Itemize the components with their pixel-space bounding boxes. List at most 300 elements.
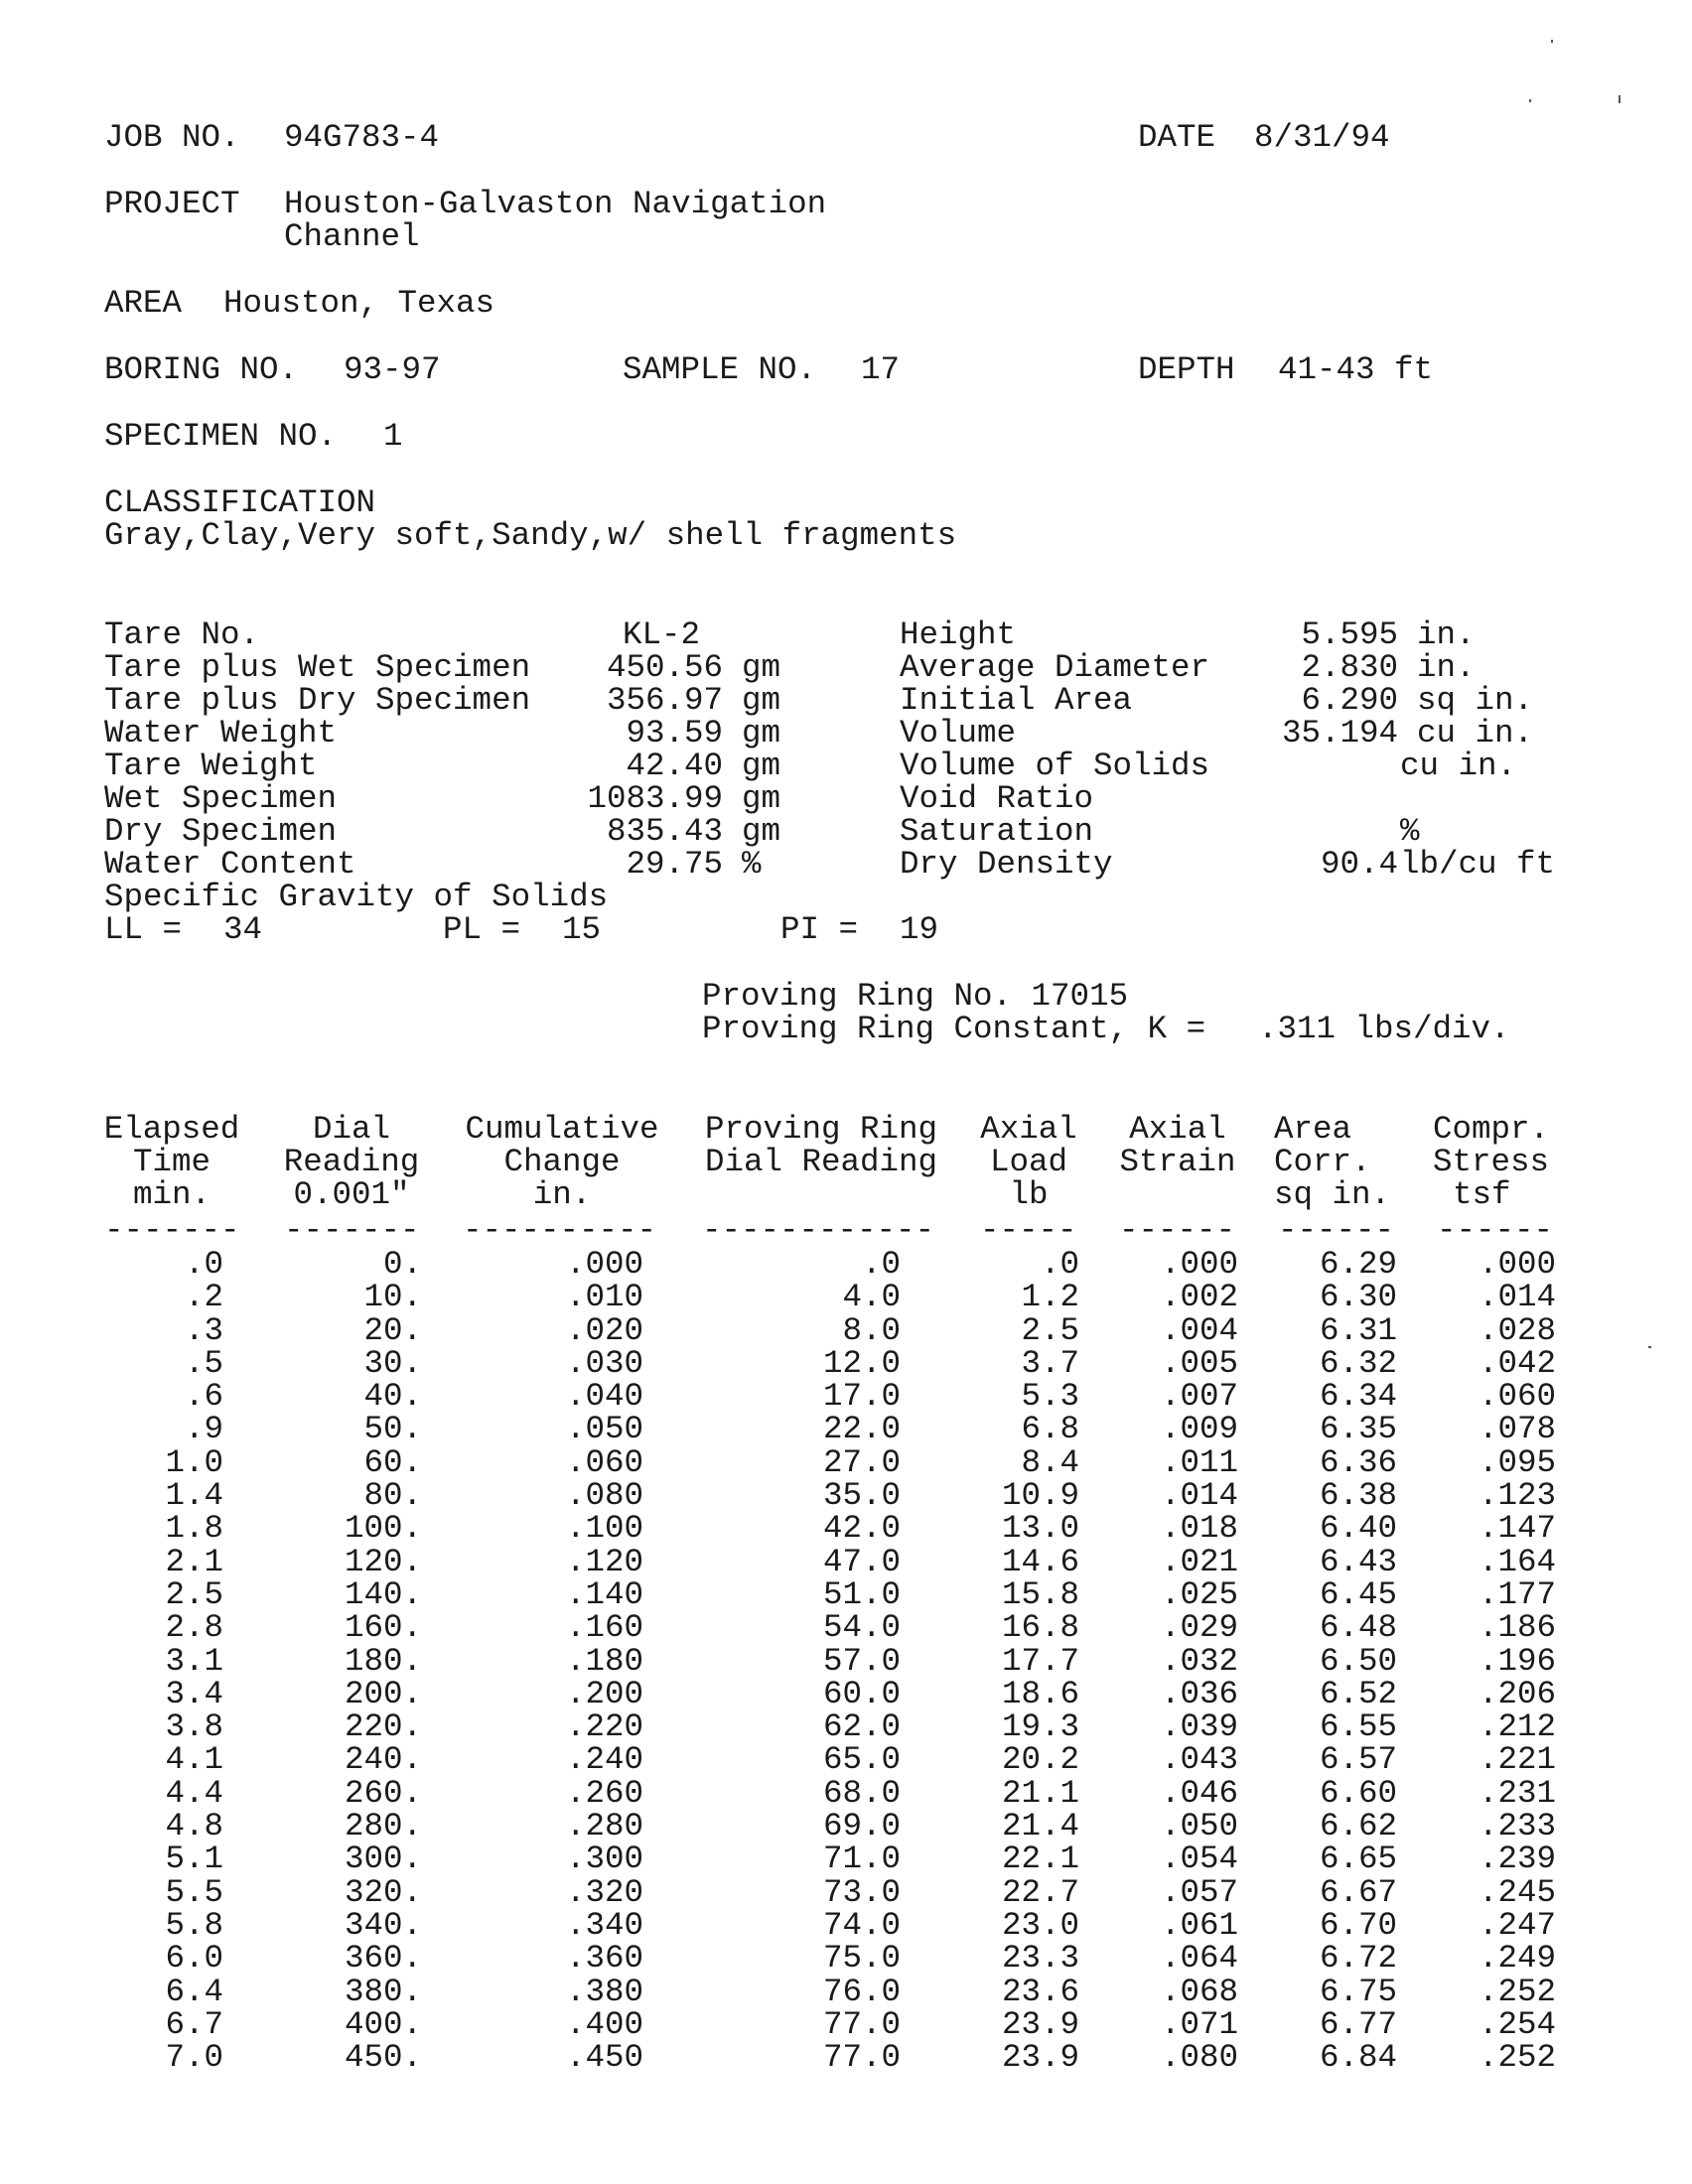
table-cell: 4.8 bbox=[165, 1808, 223, 1845]
table-cell: 8.0 bbox=[842, 1311, 901, 1349]
table-cell: .245 bbox=[1478, 1873, 1556, 1911]
specific-gravity-label: Specific Gravity of Solids bbox=[104, 879, 609, 915]
table-cell: .050 bbox=[565, 1411, 643, 1448]
table-cell: .080 bbox=[1160, 2039, 1238, 2077]
prop-label: Tare plus Wet Specimen bbox=[104, 649, 531, 686]
table-cell: 6.7 bbox=[165, 2005, 223, 2043]
prop-value: 93.59 bbox=[626, 715, 723, 751]
table-cell: .000 bbox=[1160, 1246, 1238, 1283]
separator: ------ bbox=[1278, 1212, 1395, 1249]
table-cell: .064 bbox=[1160, 1940, 1238, 1978]
pi-value: 19 bbox=[900, 911, 939, 948]
prop-value: KL-2 bbox=[623, 616, 701, 653]
prop-value: 29.75 bbox=[626, 846, 723, 883]
table-cell: 21.1 bbox=[1001, 1774, 1079, 1812]
table-cell: 6.32 bbox=[1319, 1344, 1397, 1382]
prop-label: Height bbox=[900, 616, 1017, 653]
pl-label: PL = bbox=[443, 911, 521, 948]
table-cell: 180. bbox=[344, 1642, 422, 1680]
prop-label: Tare Weight bbox=[104, 748, 318, 784]
table-cell: .042 bbox=[1478, 1344, 1556, 1382]
table-cell: 120. bbox=[344, 1543, 422, 1580]
header-cell: Strain bbox=[1119, 1144, 1236, 1180]
table-cell: .233 bbox=[1478, 1808, 1556, 1845]
table-cell: 23.9 bbox=[1001, 2005, 1079, 2043]
prop-value: 5.595 bbox=[1301, 616, 1398, 653]
table-cell: 6.67 bbox=[1319, 1873, 1397, 1911]
table-cell: .029 bbox=[1160, 1609, 1238, 1647]
table-cell: 35.0 bbox=[822, 1477, 901, 1515]
table-row bbox=[0, 1973, 1692, 2010]
table-cell: 100. bbox=[344, 1510, 422, 1548]
specimen-label: SPECIMEN NO. bbox=[104, 418, 338, 455]
header-cell: Axial bbox=[980, 1111, 1077, 1148]
area-label: AREA bbox=[104, 285, 183, 322]
header-cell: Corr. bbox=[1274, 1144, 1371, 1180]
table-cell: .196 bbox=[1478, 1642, 1556, 1680]
table-cell: 18.6 bbox=[1001, 1675, 1079, 1712]
table-cell: 6.36 bbox=[1319, 1443, 1397, 1481]
table-row bbox=[0, 1841, 1692, 1878]
table-cell: .071 bbox=[1160, 2005, 1238, 2043]
prop-value: 356.97 bbox=[606, 682, 723, 719]
table-cell: .252 bbox=[1478, 1973, 1556, 2010]
table-cell: 4.1 bbox=[165, 1741, 223, 1779]
table-cell: .100 bbox=[565, 1510, 643, 1548]
table-cell: 4.0 bbox=[842, 1279, 901, 1316]
prop-label: Volume bbox=[900, 715, 1017, 751]
table-cell: 12.0 bbox=[822, 1344, 901, 1382]
table-cell: 71.0 bbox=[822, 1841, 901, 1878]
table-cell: 2.8 bbox=[165, 1609, 223, 1647]
table-cell: 6.62 bbox=[1319, 1808, 1397, 1845]
table-cell: 6.40 bbox=[1319, 1510, 1397, 1548]
separator: ---------- bbox=[463, 1212, 657, 1249]
header-cell: Load bbox=[989, 1144, 1067, 1180]
table-cell: 6.34 bbox=[1319, 1378, 1397, 1416]
table-cell: .005 bbox=[1160, 1344, 1238, 1382]
table-cell: 340. bbox=[344, 1906, 422, 1944]
table-cell: 6.52 bbox=[1319, 1675, 1397, 1712]
classification-value: Gray,Clay,Very soft,Sandy,w/ shell fragments bbox=[104, 517, 957, 554]
table-cell: 240. bbox=[344, 1741, 422, 1779]
table-cell: 80. bbox=[363, 1477, 422, 1515]
prop-label: Water Weight bbox=[104, 715, 338, 751]
data-table bbox=[0, 1246, 1692, 2077]
table-cell: 6.75 bbox=[1319, 1973, 1397, 2010]
specimen-number: 1 bbox=[383, 418, 403, 455]
table-cell: 6.29 bbox=[1319, 1246, 1397, 1283]
prop-unit: sq in. bbox=[1417, 682, 1534, 719]
table-cell: 6.77 bbox=[1319, 2005, 1397, 2043]
table-row bbox=[0, 1477, 1692, 1515]
table-cell: 68.0 bbox=[822, 1774, 901, 1812]
table-cell: 300. bbox=[344, 1841, 422, 1878]
table-cell: .186 bbox=[1478, 1609, 1556, 1647]
proving-ring-constant-label: Proving Ring Constant, K = bbox=[702, 1011, 1206, 1047]
table-cell: .2 bbox=[184, 1279, 223, 1316]
prop-label: Tare plus Dry Specimen bbox=[104, 682, 531, 719]
table-cell: .025 bbox=[1160, 1575, 1238, 1613]
table-cell: 3.7 bbox=[1021, 1344, 1079, 1382]
table-row bbox=[0, 1741, 1692, 1779]
table-cell: .011 bbox=[1160, 1443, 1238, 1481]
table-cell: 77.0 bbox=[822, 2005, 901, 2043]
job-number: 94G783-4 bbox=[284, 119, 440, 156]
table-cell: 77.0 bbox=[822, 2039, 901, 2077]
table-cell: 1.4 bbox=[165, 1477, 223, 1515]
table-cell: 6.55 bbox=[1319, 1708, 1397, 1746]
prop-unit: gm bbox=[742, 682, 781, 719]
table-row bbox=[0, 1940, 1692, 1978]
table-cell: 47.0 bbox=[822, 1543, 901, 1580]
depth-label: DEPTH bbox=[1138, 351, 1235, 388]
table-cell: 60.0 bbox=[822, 1675, 901, 1712]
table-cell: 23.9 bbox=[1001, 2039, 1079, 2077]
table-cell: .200 bbox=[565, 1675, 643, 1712]
project-name-line2: Channel bbox=[284, 218, 420, 255]
table-cell: 3.1 bbox=[165, 1642, 223, 1680]
table-row bbox=[0, 1575, 1692, 1613]
table-cell: 60. bbox=[363, 1443, 422, 1481]
table-row bbox=[0, 1873, 1692, 1911]
table-row bbox=[0, 1609, 1692, 1647]
separator: ----- bbox=[980, 1212, 1077, 1249]
table-cell: .018 bbox=[1160, 1510, 1238, 1548]
date-label: DATE bbox=[1138, 119, 1216, 156]
ll-value: 34 bbox=[223, 911, 263, 948]
prop-value: 90.4 bbox=[1320, 846, 1398, 883]
table-row bbox=[0, 1311, 1692, 1349]
pi-label: PI = bbox=[780, 911, 859, 948]
table-row bbox=[0, 1906, 1692, 1944]
scan-speck bbox=[1551, 40, 1553, 43]
table-cell: 2.5 bbox=[1021, 1311, 1079, 1349]
table-cell: .260 bbox=[565, 1774, 643, 1812]
scan-speck bbox=[1648, 1346, 1651, 1348]
proving-ring-constant-value: .311 lbs/div. bbox=[1258, 1011, 1510, 1047]
table-cell: 40. bbox=[363, 1378, 422, 1416]
table-cell: .5 bbox=[184, 1344, 223, 1382]
prop-unit: % bbox=[1400, 813, 1420, 850]
table-cell: 54.0 bbox=[822, 1609, 901, 1647]
table-row bbox=[0, 1279, 1692, 1316]
proving-ring-number: Proving Ring No. 17015 bbox=[702, 978, 1129, 1015]
prop-value: 35.194 bbox=[1281, 715, 1398, 751]
table-cell: 6.84 bbox=[1319, 2039, 1397, 2077]
table-cell: 6.50 bbox=[1319, 1642, 1397, 1680]
sample-label: SAMPLE NO. bbox=[623, 351, 817, 388]
table-cell: 2.5 bbox=[165, 1575, 223, 1613]
separator: ------- bbox=[284, 1212, 420, 1249]
table-cell: .039 bbox=[1160, 1708, 1238, 1746]
sample-number: 17 bbox=[861, 351, 901, 388]
header-cell: Time bbox=[132, 1144, 211, 1180]
area-value: Houston, Texas bbox=[223, 285, 495, 322]
table-cell: 6.8 bbox=[1021, 1411, 1079, 1448]
table-cell: .068 bbox=[1160, 1973, 1238, 2010]
table-cell: 400. bbox=[344, 2005, 422, 2043]
table-cell: 76.0 bbox=[822, 1973, 901, 2010]
table-cell: 6.65 bbox=[1319, 1841, 1397, 1878]
prop-value: 6.290 bbox=[1301, 682, 1398, 719]
table-cell: 6.35 bbox=[1319, 1411, 1397, 1448]
table-cell: .095 bbox=[1478, 1443, 1556, 1481]
table-cell: 5.3 bbox=[1021, 1378, 1079, 1416]
table-cell: .220 bbox=[565, 1708, 643, 1746]
table-cell: 22.7 bbox=[1001, 1873, 1079, 1911]
prop-label: Initial Area bbox=[900, 682, 1133, 719]
header-cell: tsf bbox=[1453, 1176, 1511, 1213]
prop-label: Average Diameter bbox=[900, 649, 1210, 686]
depth-value: 41-43 ft bbox=[1278, 351, 1434, 388]
table-cell: 15.8 bbox=[1001, 1575, 1079, 1613]
table-cell: 1.0 bbox=[165, 1443, 223, 1481]
table-cell: 200. bbox=[344, 1675, 422, 1712]
table-cell: .164 bbox=[1478, 1543, 1556, 1580]
table-cell: .254 bbox=[1478, 2005, 1556, 2043]
boring-label: BORING NO. bbox=[104, 351, 299, 388]
table-cell: .060 bbox=[1478, 1378, 1556, 1416]
header-cell: lb bbox=[1009, 1176, 1049, 1213]
header-cell: Axial bbox=[1129, 1111, 1226, 1148]
table-cell: 62.0 bbox=[822, 1708, 901, 1746]
table-cell: 50. bbox=[363, 1411, 422, 1448]
scan-speck bbox=[1529, 99, 1531, 102]
table-cell: .002 bbox=[1160, 1279, 1238, 1316]
table-cell: .036 bbox=[1160, 1675, 1238, 1712]
table-cell: .0 bbox=[184, 1246, 223, 1283]
table-cell: .014 bbox=[1160, 1477, 1238, 1515]
header-cell: Proving Ring bbox=[704, 1111, 938, 1148]
table-cell: 20.2 bbox=[1001, 1741, 1079, 1779]
table-cell: .231 bbox=[1478, 1774, 1556, 1812]
table-row bbox=[0, 1411, 1692, 1448]
table-row bbox=[0, 1344, 1692, 1382]
table-cell: .120 bbox=[565, 1543, 643, 1580]
table-cell: 360. bbox=[344, 1940, 422, 1978]
job-label: JOB NO. bbox=[104, 119, 240, 156]
header-cell: sq in. bbox=[1274, 1176, 1391, 1213]
table-cell: 23.0 bbox=[1001, 1906, 1079, 1944]
table-cell: .400 bbox=[565, 2005, 643, 2043]
table-cell: 73.0 bbox=[822, 1873, 901, 1911]
table-cell: .054 bbox=[1160, 1841, 1238, 1878]
table-cell: 65.0 bbox=[822, 1741, 901, 1779]
header-cell: Reading bbox=[283, 1144, 420, 1180]
table-cell: 6.70 bbox=[1319, 1906, 1397, 1944]
header-cell: Dial bbox=[312, 1111, 390, 1148]
table-cell: 74.0 bbox=[822, 1906, 901, 1944]
prop-unit: in. bbox=[1417, 649, 1476, 686]
table-cell: 3.4 bbox=[165, 1675, 223, 1712]
prop-unit: gm bbox=[742, 748, 781, 784]
table-cell: .000 bbox=[565, 1246, 643, 1283]
header-cell: Stress bbox=[1433, 1144, 1550, 1180]
table-cell: 5.1 bbox=[165, 1841, 223, 1878]
table-cell: 4.4 bbox=[165, 1774, 223, 1812]
table-row bbox=[0, 2005, 1692, 2043]
table-cell: .004 bbox=[1160, 1311, 1238, 1349]
prop-label: Water Content bbox=[104, 846, 356, 883]
prop-value: 42.40 bbox=[626, 748, 723, 784]
table-row bbox=[0, 1642, 1692, 1680]
prop-label: Tare No. bbox=[104, 616, 260, 653]
table-cell: .010 bbox=[565, 1279, 643, 1316]
prop-unit: in. bbox=[1417, 616, 1476, 653]
table-cell: 220. bbox=[344, 1708, 422, 1746]
header-cell: Area bbox=[1274, 1111, 1352, 1148]
table-cell: 6.31 bbox=[1319, 1311, 1397, 1349]
separator: ------------ bbox=[702, 1212, 935, 1249]
prop-unit: gm bbox=[742, 649, 781, 686]
table-cell: 450. bbox=[344, 2039, 422, 2077]
table-cell: 51.0 bbox=[822, 1575, 901, 1613]
table-cell: .240 bbox=[565, 1741, 643, 1779]
table-cell: 160. bbox=[344, 1609, 422, 1647]
table-cell: .140 bbox=[565, 1575, 643, 1613]
table-cell: 6.57 bbox=[1319, 1741, 1397, 1779]
table-cell: 10.9 bbox=[1001, 1477, 1079, 1515]
table-cell: .030 bbox=[565, 1344, 643, 1382]
table-row bbox=[0, 1708, 1692, 1746]
table-cell: 17.7 bbox=[1001, 1642, 1079, 1680]
table-cell: 6.48 bbox=[1319, 1609, 1397, 1647]
table-row bbox=[0, 1810, 1692, 1843]
table-cell: 6.72 bbox=[1319, 1940, 1397, 1978]
project-name-line1: Houston-Galvaston Navigation bbox=[284, 186, 827, 222]
table-cell: .046 bbox=[1160, 1774, 1238, 1812]
table-cell: 27.0 bbox=[822, 1443, 901, 1481]
table-cell: 380. bbox=[344, 1973, 422, 2010]
prop-unit: gm bbox=[742, 715, 781, 751]
table-cell: .212 bbox=[1478, 1708, 1556, 1746]
table-cell: .020 bbox=[565, 1311, 643, 1349]
prop-label: Saturation bbox=[900, 813, 1094, 850]
boring-number: 93-97 bbox=[344, 351, 441, 388]
table-cell: .252 bbox=[1478, 2039, 1556, 2077]
prop-label: Volume of Solids bbox=[900, 748, 1210, 784]
project-label: PROJECT bbox=[104, 186, 240, 222]
prop-label: Dry Specimen bbox=[104, 813, 338, 850]
pl-value: 15 bbox=[562, 911, 602, 948]
table-cell: .080 bbox=[565, 1477, 643, 1515]
prop-unit: gm bbox=[742, 780, 781, 817]
table-cell: 19.3 bbox=[1001, 1708, 1079, 1746]
table-row bbox=[0, 1378, 1692, 1416]
table-cell: 20. bbox=[363, 1311, 422, 1349]
prop-value: 450.56 bbox=[606, 649, 723, 686]
prop-unit: % bbox=[742, 846, 762, 883]
table-cell: .0 bbox=[1040, 1246, 1079, 1283]
header-cell: in. bbox=[532, 1176, 592, 1213]
table-cell: .007 bbox=[1160, 1378, 1238, 1416]
table-row bbox=[0, 1675, 1692, 1712]
table-cell: 6.43 bbox=[1319, 1543, 1397, 1580]
table-cell: 6.30 bbox=[1319, 1279, 1397, 1316]
table-cell: 10. bbox=[363, 1279, 422, 1316]
table-cell: 22.0 bbox=[822, 1411, 901, 1448]
table-cell: .340 bbox=[565, 1906, 643, 1944]
table-cell: 21.4 bbox=[1001, 1808, 1079, 1845]
table-row bbox=[0, 2039, 1692, 2077]
table-cell: 2.1 bbox=[165, 1543, 223, 1580]
separator: ------ bbox=[1437, 1212, 1554, 1249]
table-cell: .221 bbox=[1478, 1741, 1556, 1779]
table-cell: .009 bbox=[1160, 1411, 1238, 1448]
table-cell: 14.6 bbox=[1001, 1543, 1079, 1580]
table-cell: 6.60 bbox=[1319, 1774, 1397, 1812]
table-cell: .078 bbox=[1478, 1411, 1556, 1448]
table-cell: 5.8 bbox=[165, 1906, 223, 1944]
table-cell: 6.45 bbox=[1319, 1575, 1397, 1613]
table-row bbox=[0, 1543, 1692, 1580]
table-cell: 22.1 bbox=[1001, 1841, 1079, 1878]
prop-label: Dry Density bbox=[900, 846, 1113, 883]
table-cell: 30. bbox=[363, 1344, 422, 1382]
table-cell: 23.6 bbox=[1001, 1973, 1079, 2010]
table-cell: .123 bbox=[1478, 1477, 1556, 1515]
table-cell: .177 bbox=[1478, 1575, 1556, 1613]
table-cell: 1.8 bbox=[165, 1510, 223, 1548]
prop-unit: gm bbox=[742, 813, 781, 850]
table-cell: .032 bbox=[1160, 1642, 1238, 1680]
header-cell: min. bbox=[132, 1176, 211, 1213]
classification-label: CLASSIFICATION bbox=[104, 484, 376, 521]
table-cell: .206 bbox=[1478, 1675, 1556, 1712]
prop-value: 835.43 bbox=[606, 813, 723, 850]
prop-label: Void Ratio bbox=[900, 780, 1094, 817]
table-cell: 75.0 bbox=[822, 1940, 901, 1978]
table-cell: .280 bbox=[565, 1808, 643, 1845]
table-cell: .057 bbox=[1160, 1873, 1238, 1911]
table-cell: .450 bbox=[565, 2039, 643, 2077]
table-cell: 0. bbox=[382, 1246, 422, 1283]
header-cell: Change bbox=[503, 1144, 621, 1180]
header-cell: Elapsed bbox=[103, 1111, 240, 1148]
table-cell: 23.3 bbox=[1001, 1940, 1079, 1978]
table-cell: .9 bbox=[184, 1411, 223, 1448]
table-cell: .050 bbox=[1160, 1808, 1238, 1845]
table-cell: 17.0 bbox=[822, 1378, 901, 1416]
table-cell: 42.0 bbox=[822, 1510, 901, 1548]
prop-label: Wet Specimen bbox=[104, 780, 338, 817]
separator: ------ bbox=[1119, 1212, 1236, 1249]
table-cell: .014 bbox=[1478, 1279, 1556, 1316]
table-cell: .247 bbox=[1478, 1906, 1556, 1944]
table-cell: 16.8 bbox=[1001, 1609, 1079, 1647]
table-cell: .160 bbox=[565, 1609, 643, 1647]
table-cell: .6 bbox=[184, 1378, 223, 1416]
table-row bbox=[0, 1248, 1692, 1281]
table-cell: 6.4 bbox=[165, 1973, 223, 2010]
table-cell: .0 bbox=[861, 1246, 901, 1283]
table-cell: 13.0 bbox=[1001, 1510, 1079, 1548]
table-cell: .239 bbox=[1478, 1841, 1556, 1878]
table-cell: .021 bbox=[1160, 1543, 1238, 1580]
header-cell: Compr. bbox=[1433, 1111, 1550, 1148]
prop-unit: lb/cu ft bbox=[1400, 846, 1556, 883]
header-cell: Dial Reading bbox=[704, 1144, 938, 1180]
table-cell: .360 bbox=[565, 1940, 643, 1978]
header-cell: Cumulative bbox=[465, 1111, 659, 1148]
table-cell: 6.0 bbox=[165, 1940, 223, 1978]
prop-unit: cu in. bbox=[1417, 715, 1534, 751]
table-cell: 57.0 bbox=[822, 1642, 901, 1680]
table-cell: 3.8 bbox=[165, 1708, 223, 1746]
table-cell: .320 bbox=[565, 1873, 643, 1911]
table-cell: .380 bbox=[565, 1973, 643, 2010]
